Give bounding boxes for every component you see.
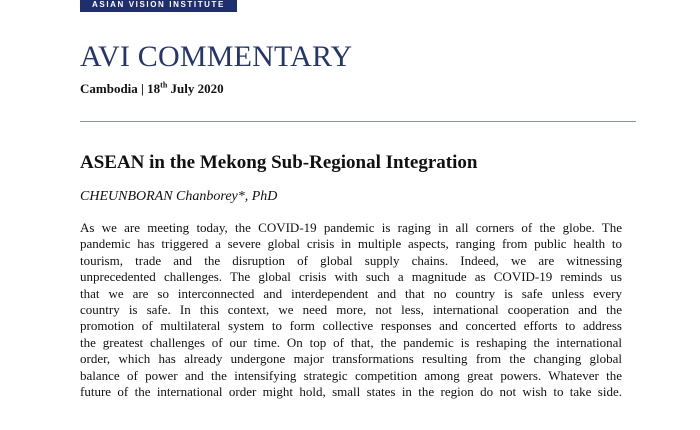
dateline	[80, 81, 224, 97]
body-line: pandemic has triggered a severe global crisis in multiple aspects, ranging from public health to	[80, 236, 622, 252]
body-line: future of the international order might hold, small states in the region do not wish to take side.	[80, 384, 622, 400]
article-author: CHEUNBORAN Chanborey*, PhD	[80, 189, 278, 204]
body-line: unprecedented challenges. The global crisis with such a magnitude as COVID-19 reminds us	[80, 269, 622, 285]
body-line: country is safe. In this context, we need more, not less, international cooperation and the	[80, 302, 622, 318]
body-line: As we are meeting today, the COVID-19 pandemic is raging in all corners of the globe. The	[80, 220, 622, 235]
body-line: order, which has already undergone major transformations resulting from the changing global	[80, 351, 622, 367]
dateline-day-suffix: th	[160, 80, 168, 90]
body-line: promotion of multilateral system to form collective responses and concerted efforts to address	[80, 318, 622, 334]
body-line: tourism, trade and the disruption of global supply chains. Indeed, we are witnessing	[80, 252, 622, 268]
dateline-month-year: July 2020	[167, 81, 224, 96]
body-line: that we are so interconnected and interdependent and that no country is safe unless every	[80, 285, 622, 301]
org-banner: ASIAN VISION INSTITUTE	[80, 0, 237, 12]
dateline-location-day: Cambodia | 18	[80, 81, 161, 96]
article-title: ASEAN in the Mekong Sub-Regional Integration	[80, 152, 478, 173]
header-divider	[80, 121, 636, 122]
body-line: the greatest challenges of our time. On top of that, the pandemic is reshaping the international	[80, 334, 622, 350]
article-body	[80, 220, 622, 400]
document-title: AVI COMMENTARY	[80, 40, 353, 73]
body-line: balance of power and the intensifying strategic competition among great powers. Whatever the	[80, 367, 622, 383]
